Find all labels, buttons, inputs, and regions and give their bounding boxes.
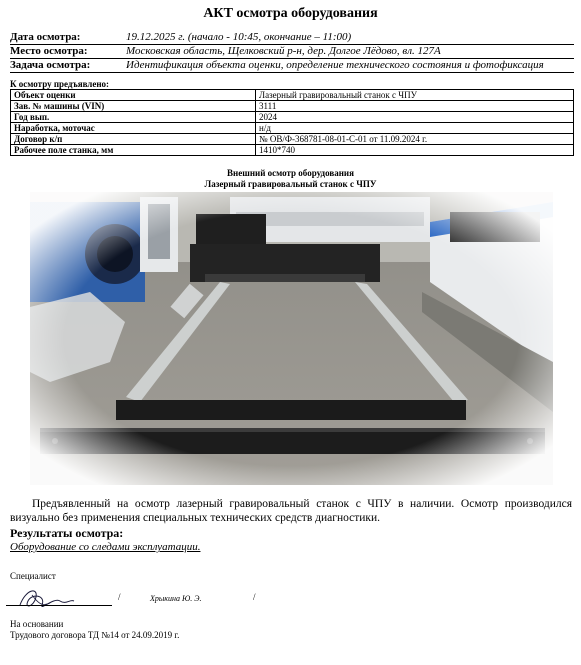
date-label: Дата осмотра:	[10, 31, 81, 43]
employment-contract-reference: Трудового договора ТД №14 от 24.09.2019 г.	[10, 630, 180, 640]
equipment-photo	[30, 192, 553, 485]
task-value: Идентификация объекта оценки, определение технического состояния и фотофиксация	[126, 59, 544, 71]
param-value: н/д	[256, 123, 574, 134]
table-row	[11, 145, 574, 156]
handwritten-signature	[16, 583, 76, 613]
photo-caption-line1: Внешний осмотр оборудования	[227, 168, 354, 178]
param-key: Рабочее поле станка, мм	[11, 145, 256, 156]
param-key: Зав. № машины (VIN)	[11, 101, 256, 112]
date-value: 19.12.2025 г. (начало - 10:45, окончание – 11:00)	[126, 31, 352, 43]
param-key: Договор к/п	[11, 134, 256, 145]
presented-section-label: К осмотру предъявлено:	[10, 79, 110, 89]
table-row	[11, 90, 574, 101]
param-key: Год вып.	[11, 112, 256, 123]
task-label: Задача осмотра:	[10, 59, 91, 71]
results-value: Оборудование со следами эксплуатации.	[10, 541, 201, 553]
signature-separator: /	[118, 592, 121, 602]
param-value: 3111	[256, 101, 574, 112]
specialist-label: Специалист	[10, 571, 56, 581]
results-label: Результаты осмотра:	[10, 526, 124, 540]
specialist-name: Хрыкина Ю. Э.	[150, 594, 202, 603]
param-value: № ОВ/Ф-368781-08-01-С-01 от 11.09.2024 г.	[256, 134, 574, 145]
place-row	[10, 44, 574, 59]
inspection-description: Предъявленный на осмотр лазерный гравировальный станок с ЧПУ в наличии. Осмотр производился визуально без применения специальных технических средств диагностики.	[10, 498, 572, 524]
task-row	[10, 58, 574, 73]
param-key: Объект оценки	[11, 90, 256, 101]
table-row	[11, 134, 574, 145]
signature-line	[6, 605, 112, 606]
signature-separator: /	[253, 592, 256, 602]
param-value: Лазерный гравировальный станок с ЧПУ	[256, 90, 574, 101]
document-title: АКТ осмотра оборудования	[203, 6, 378, 21]
table-row	[11, 101, 574, 112]
table-row	[11, 112, 574, 123]
param-key: Наработка, моточас	[11, 123, 256, 134]
photo-caption-line2: Лазерный гравировальный станок с ЧПУ	[204, 179, 377, 189]
param-value: 1410*740	[256, 145, 574, 156]
place-value: Московская область, Щелковский р-н, дер. Долгое Лёдово, вл. 127А	[126, 45, 441, 57]
params-table	[10, 89, 574, 156]
place-label: Место осмотра:	[10, 45, 88, 57]
table-row	[11, 123, 574, 134]
date-row	[10, 30, 574, 45]
param-value: 2024	[256, 112, 574, 123]
basis-label: На основании	[10, 619, 64, 629]
